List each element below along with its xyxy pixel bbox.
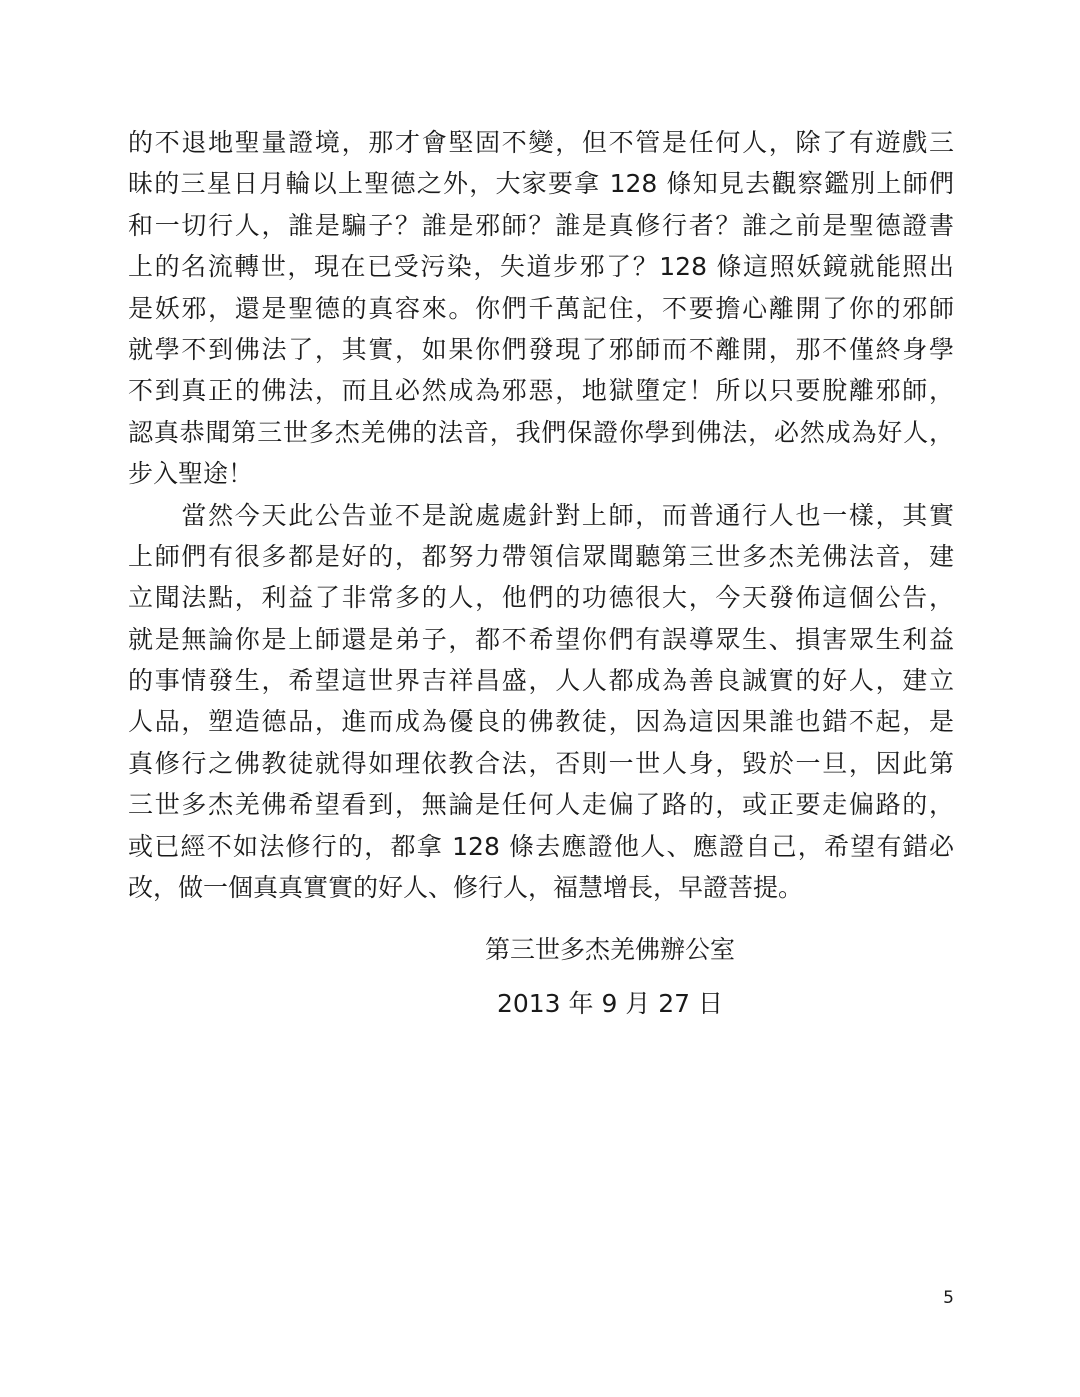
paragraph-line: 和一切行人，誰是騙子？誰是邪師？誰是真修行者？誰之前是聖德證書: [128, 210, 954, 240]
announcement-body: [128, 122, 954, 908]
paragraph-line: 上師們有很多都是好的，都努力帶領信眾聞聽第三世多杰羌佛法音，建: [128, 541, 954, 571]
paragraph-line: 昧的三星日月輪以上聖德之外，大家要拿 128 條知見去觀察鑑別上師們: [128, 169, 954, 199]
paragraph-line: 或已經不如法修行的，都拿 128 條去應證他人、應證自己，希望有錯必: [128, 831, 954, 861]
paragraph-line: 真修行之佛教徒就得如理依教合法，否則一世人身，毀於一旦，因此第: [128, 748, 954, 778]
paragraph-line: 三世多杰羌佛希望看到，無論是任何人走偏了路的，或正要走偏路的，: [128, 790, 954, 820]
page-number: 5: [943, 1288, 954, 1308]
paragraph-line: 上的名流轉世，現在已受污染，失道步邪了？128 條這照妖鏡就能照出: [128, 252, 954, 282]
paragraph-line: 步入聖途！: [128, 459, 254, 489]
paragraph-line: 當然今天此公告並不是說處處針對上師，而普通行人也一樣，其實: [128, 500, 954, 530]
signature-date: 2013 年 9 月 27 日: [496, 989, 724, 1018]
paragraph-line: 是妖邪，還是聖德的真容來。你們千萬記住，不要擔心離開了你的邪師: [128, 293, 954, 323]
paragraph-line: 的不退地聖量證境，那才會堅固不變，但不管是任何人，除了有遊戲三: [128, 128, 954, 157]
paragraph-line: 的事情發生，希望這世界吉祥昌盛，人人都成為善良誠實的好人，建立: [128, 666, 954, 696]
paragraph-line: 人品，塑造德品，進而成為優良的佛教徒，因為這因果誰也錯不起，是: [128, 707, 954, 737]
paragraph-line: 立聞法點，利益了非常多的人，他們的功德很大，今天發佈這個公告，: [128, 583, 954, 613]
paragraph-1: [128, 122, 954, 495]
paragraph-line: 就是無論你是上師還是弟子，都不希望你們有誤導眾生、損害眾生利益: [128, 624, 954, 654]
paragraph-line: 認真恭聞第三世多杰羌佛的法音，我們保證你學到佛法，必然成為好人，: [128, 417, 954, 447]
paragraph-line: 就學不到佛法了，其實，如果你們發現了邪師而不離開，那不僅終身學: [128, 334, 954, 364]
paragraph-line: 不到真正的佛法，而且必然成為邪惡，地獄墮定！所以只要脫離邪師，: [128, 376, 954, 406]
signature-office: 第三世多杰羌佛辦公室: [484, 935, 735, 964]
paragraph-line: 改，做一個真真實實的好人、修行人，福慧增長，早證菩提。: [128, 873, 804, 903]
paragraph-2: [128, 495, 954, 909]
